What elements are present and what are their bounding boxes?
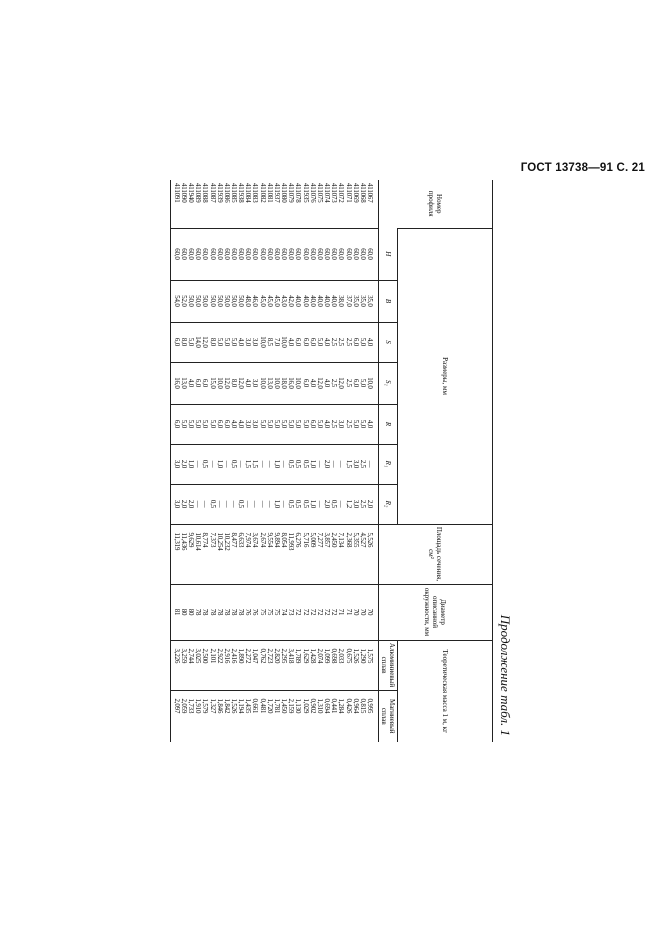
s-column: 4,0 5,0 6,0 2,5 2,5 2,5 4,0 5,0 6,0 6,0 6,0 4,0 10,0 7,0 8,5 10,0 3,0 3,0 4,0 5,0 5,0 5,0 8,0 12,0 14,0 5,0 8,0 6,0 xyxy=(170,322,378,362)
header-dimensions: Размеры, мм xyxy=(398,228,493,524)
header-aluminium: Алюминиевый сплав xyxy=(379,640,398,690)
header-s1: S₁ xyxy=(379,362,398,404)
magnesium-mass-column: 0,995 0,815 0,964 0,426 1,284 0,441 0,694 1,310 0,902 1,029 1,130 2,159 1,450 1,781 1,720 0,481 0,661 1,435 1,194 1,526 1,842 1,846 1,327 1,579 1,910 1,733 2,059 2,097 xyxy=(170,690,378,742)
header-r: R xyxy=(379,404,398,444)
header-s: S xyxy=(379,322,398,362)
profile-number-column: 411067 411068 411069 411071 411072 411073 411074 411075 411076 411935 411078 411079 411080 411937 411081 411082 411083 411084 411938 411085 411086 411939 411087 411088 411089 411940 411090 411091 xyxy=(170,180,378,228)
continuation-caption: Продолжение табл. 1 xyxy=(498,614,513,736)
header-r2: R₂ xyxy=(379,484,398,524)
rotated-table-block xyxy=(149,180,511,742)
header-h: H xyxy=(379,228,398,280)
diameter-column: 70 70 70 71 71 72 72 72 72 72 72 73 74 75 75 75 76 76 78 78 78 78 78 78 78 80 80 81 xyxy=(170,584,378,640)
r2-column: 2,0 2,5 3,0 1,2 — 0,5 2,0 — 1,0 0,5 0,5 0,5 — 1,0 — — — — 0,5 — — — 0,5 — — 2,0 2,0 3,0 xyxy=(170,484,378,524)
header-r1: R₁ xyxy=(379,444,398,484)
header-mass: Теоретическая масса 1 м, кг xyxy=(398,640,493,742)
r1-column: — 2,5 3,0 1,5 — — 2,0 — 1,0 0,5 0,5 0,5 — 1,0 — — 1,5 1,5 — 0,5 — 1,0 — 0,5 — 1,0 2,0 3,0 xyxy=(170,444,378,484)
header-diameter: Диаметр описанной окружности, мм xyxy=(379,584,493,640)
header-area: Площадь сечения, см² xyxy=(379,524,493,584)
header-magnesium: Магниевый сплав xyxy=(379,690,398,742)
header-profile-no: Номер профиля xyxy=(379,180,493,228)
profile-table xyxy=(170,180,493,742)
b-column: 35,0 35,0 35,0 37,0 38,0 40,0 40,0 40,0 40,0 40,0 40,0 42,0 43,0 45,0 45,0 45,0 46,0 48,0 50,0 50,0 50,0 50,0 50,0 50,0 50,0 50,0 52,0 54,0 xyxy=(170,280,378,322)
page-header: ГОСТ 13738—91 С. 21 xyxy=(520,162,645,174)
h-column: 60,0 60,0 60,0 60,0 60,0 60,0 60,0 60,0 60,0 60,0 60,0 60,0 60,0 60,0 60,0 60,0 60,0 60,0 60,0 60,0 60,0 60,0 60,0 60,0 60,0 60,0 60,0 60,0 xyxy=(170,228,378,280)
r-column: 4,0 5,0 5,0 2,5 3,0 2,5 4,0 5,0 6,0 5,0 5,0 5,0 5,0 5,0 5,0 5,0 3,0 3,0 4,0 4,0 6,0 6,0 5,0 5,0 5,0 5,0 5,0 6,0 xyxy=(170,404,378,444)
area-column: 5,526 4,527 5,355 2,368 7,134 2,450 3,857 7,277 5,009 5,716 6,276 11,993 8,054 9,894 9,554 2,674 3,674 7,974 6,633 8,477 10,232 10,254 7,373 8,774 10,614 9,629 11,436 11,319 xyxy=(170,524,378,584)
s1-column: 10,0 5,0 6,0 2,5 12,0 2,5 4,0 12,0 4,0 6,0 10,0 16,0 18,0 10,0 13,0 10,0 3,0 4,0 12,0 8,0 12,0 10,0 15,0 6,0 6,0 4,0 13,0 16,0 xyxy=(170,362,378,404)
aluminium-mass-column: 1,575 1,290 1,526 0,675 2,033 0,698 1,099 2,074 1,428 1,629 1,789 3,418 2,295 2,820 2,723 0,762 1,047 2,272 1,890 2,416 2,916 2,922 2,101 2,500 3,025 2,744 3,259 3,226 xyxy=(170,640,378,690)
header-b: B xyxy=(379,280,398,322)
